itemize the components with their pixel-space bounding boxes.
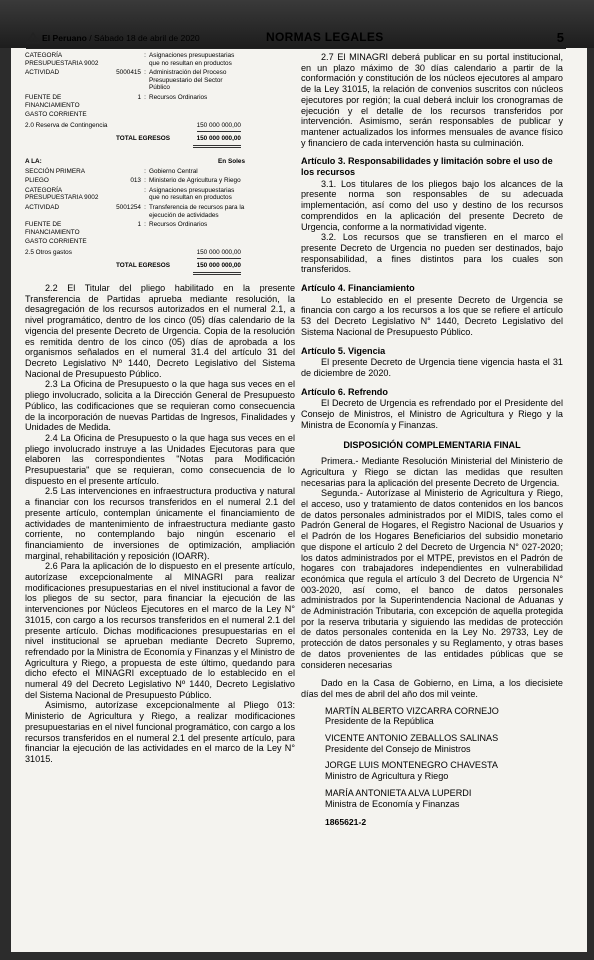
table-row	[25, 177, 295, 185]
budget-table-to	[25, 158, 295, 275]
signature-block	[325, 733, 563, 754]
table-row	[25, 69, 295, 92]
paper-name: El Peruano	[42, 33, 87, 43]
total-amount: 150 000 000,00	[196, 135, 241, 143]
article-6-text: El Decreto de Urgencia es refrendado por el Presidente del Consejo de Ministros, el Ministro de Agricultura y Riego y la Ministra de Economía y Finanzas.	[301, 398, 563, 430]
article-3-title: Artículo 3. Responsabilidades y limitación sobre el uso de los recursos	[301, 156, 553, 178]
row-code: 1	[137, 221, 141, 229]
row-description: Administración del Proceso Presupuestario del Sector Público	[149, 69, 227, 92]
table-heading: A LA:	[25, 157, 42, 165]
budget-table-from	[25, 52, 295, 148]
dado-text: Dado en la Casa de Gobierno, en Lima, a los diecisiete días del mes de abril del año dos mil veinte.	[301, 678, 563, 699]
amount-rule	[197, 258, 241, 259]
row-code	[107, 52, 141, 67]
item-row	[25, 122, 295, 130]
row-label: GASTO CORRIENTE	[25, 238, 87, 246]
article-5-text: El presente Decreto de Urgencia tiene vigencia hasta el 31 de diciembre de 2020.	[301, 357, 563, 378]
issue-date: / Sábado 18 de abril de 2020	[89, 33, 200, 43]
row-colon: :	[144, 221, 146, 229]
row-code	[107, 111, 141, 119]
row-colon: :	[144, 167, 146, 175]
header-paper-date	[42, 33, 200, 43]
section-title: NORMAS LEGALES	[266, 30, 384, 44]
row-label: CATEGORÍA PRESUPUESTARIA 9002	[25, 186, 99, 202]
left-paragraph: 2.5 Las intervenciones en infraestructura productiva y natural a financiar con los recursos transferidos en el numeral 2.1 del presente artículo, contemplan únicamente el financiamiento de actividades de mantenimiento de infraestructura mediante gasto corriente, no contemplando bajo ningún escenario el financiamiento de inversiones de optimización, ampliación marginal, rehabilitación y reposición (IOARR).	[25, 486, 295, 561]
article-4-text: Lo establecido en el presente Decreto de Urgencia se financia con cargo a los recursos a los que se refiere el artículo 53 del Decreto Legislativo N° 1440, Decreto Legislativo del Sistema Nacional de Presupuesto Público.	[301, 294, 563, 337]
row-colon: :	[144, 52, 146, 59]
item-row	[25, 249, 295, 257]
left-paragraph: 2.2 El Titular del pliego habilitado en la presente Transferencia de Partidas aprueba mediante resolución, la desagregación de los recursos autorizados en el numeral 2.1, a nivel programático, dentro de los cinco (05) días calendario de la vigencia del presente Decreto de Urgencia. Copia de la resolución es remitida dentro de los cinco (05) días de aprobada a los organismos señalados en el numeral 31.4 del artículo 31 del Decreto Legislativo Nº 1440, Decreto Legislativo del Sistema Nacional de Presupuesto Público.	[25, 283, 295, 379]
row-colon	[141, 238, 149, 246]
table-row	[25, 111, 295, 119]
row-code	[107, 168, 141, 176]
signer-role: Ministro de Agricultura y Riego	[325, 771, 449, 782]
signature-block	[325, 706, 563, 727]
row-label: PLIEGO	[25, 177, 49, 185]
left-body	[25, 283, 295, 765]
article-4-title: Artículo 4. Financiamiento	[301, 283, 415, 294]
row-description: Gobierno Central	[149, 167, 198, 175]
row-colon: :	[144, 93, 146, 101]
row-label: GASTO CORRIENTE	[25, 111, 87, 119]
row-colon: :	[144, 69, 146, 77]
row-label: ACTIVIDAD	[25, 69, 60, 77]
paragraph-3-2: 3.2. Los recursos que se transfieren en el marco el presente Decreto de Urgencia no pueden ser destinados, bajo responsabilidad, a fines distintos para los cuales son transferidos.	[301, 232, 563, 275]
row-label: CATEGORÍA PRESUPUESTARIA 9002	[25, 52, 99, 67]
row-colon	[141, 111, 149, 119]
right-column	[301, 52, 563, 828]
signature-block	[325, 788, 563, 809]
signature-list	[301, 706, 563, 810]
total-row	[25, 262, 295, 270]
signer-name: MARÍA ANTONIETA ALVA LUPERDI	[325, 787, 472, 798]
signer-name: VICENTE ANTONIO ZEBALLOS SALINAS	[325, 733, 499, 744]
page-header	[26, 30, 566, 49]
total-row	[25, 135, 295, 143]
row-code	[107, 187, 141, 202]
row-colon: :	[144, 186, 146, 194]
row-label: FUENTE DE FINANCIAMIENTO	[25, 93, 80, 109]
row-description: Recursos Ordinarios	[149, 221, 208, 229]
left-paragraph: 2.3 La Oficina de Presupuesto o la que haga sus veces en el pliego involucrado, solicita a la Dirección General de Presupuesto Público, las codificaciones que se requieran como consecuencia de la incorporación de nuevas Partidas de Ingresos, Finalidades y Unidades de Medida.	[25, 379, 295, 433]
table-unit: En Soles	[218, 157, 245, 165]
provision-segunda: Segunda.- Autorízase al Ministerio de Agricultura y Riego, el acceso, uso y tratamiento de datos contenidos en los bancos de datos personales administrados por el MIDIS, tales como el Padrón General de Hogares, el Registro Nacional de Usuarios y el Padrón de los Hogares Beneficiarios del subsidio monetario que dispone el artículo 2 del Decreto de Urgencia N° 027-2020; los datos administrados por el MTPE, previstos en el Padrón de hogares con trabajadores independientes en vulnerabilidad económica que regula el artículo 3 del Decreto de Urgencia N° 003-2020, así como, el banco de datos personales administrados por la Superintendencia Nacional de Aduanas y de Administración Tributaria, con excepción de aquella protegida por la reserva tributaria y siguiendo las medidas de protección de datos personales contenida en la Ley No. 29733, Ley de protección de datos personales y su Reglamento, y otras bases de datos provenientes de las entidades públicas que se consideren necesarias	[301, 488, 563, 670]
row-label: ACTIVIDAD	[25, 203, 60, 211]
left-paragraph: 2.4 La Oficina de Presupuesto o la que haga sus veces en el pliego involucrado instruye a las Unidades Ejecutoras para que elaboren las correspondientes "Notas para Modificación Presupuestaria" que se requieran, como consecuencia de lo dispuesto en el presente artículo.	[25, 432, 295, 486]
table-row	[25, 238, 295, 246]
row-description: Transferencia de recursos para la ejecución de actividades	[149, 203, 245, 219]
row-code: 5000415	[116, 69, 141, 77]
row-description: Asignaciones presupuestarias que no resultan en productos	[149, 186, 235, 202]
signer-role: Presidente de la República	[325, 716, 434, 727]
provision-primera: Primera.- Mediante Resolución Ministerial del Ministerio de Agricultura y Riego se dictan las medidas que resulten necesarias para la aplicación del presente Decreto de Urgencia.	[301, 456, 563, 488]
row-description: Asignaciones presupuestarias que no resultan en productos	[149, 52, 235, 67]
row-code	[107, 238, 141, 246]
left-paragraph: Asimismo, autorízase excepcionalmente al Pliego 013: Ministerio de Agricultura y Riego, a realizar modificaciones presupuestarias en el nivel funcional programático, con cargo a los recursos transferidos en el numeral 2.1 del presente artículo, para financiar la ejecución de las actividades en el marco de la Ley N° 31015.	[25, 700, 295, 764]
item-label: 2.5 Otros gastos	[25, 248, 72, 256]
item-label: 2.0 Reserva de Contingencia	[25, 121, 108, 129]
total-label: TOTAL EGRESOS	[116, 135, 170, 143]
row-label: SECCIÓN PRIMERA	[25, 167, 86, 175]
row-code: 1	[137, 93, 141, 101]
paragraph-2-7: 2.7 El MINAGRI deberá publicar en su portal institucional, en un plazo máximo de 30 días calendario a partir de la conformación y constitución de los núcleos ejecutores al amparo de la Ley 31015, la relación de convenios suscritos con núcleos ejecutores por región; la cual deberá incluir los cronogramas de ejecución y el detalle de los recursos transferidos por intervención. Asimismo, serán responsables de publicar y mantener actualizados los informes mensuales de avance físico y financiero de cada intervención hasta su culminación.	[301, 52, 563, 148]
publication-code: 1865621-2	[325, 817, 367, 828]
signer-name: MARTÍN ALBERTO VIZCARRA CORNEJO	[325, 705, 499, 716]
table-heading-row	[25, 158, 295, 166]
row-colon: :	[144, 177, 146, 185]
row-code: 5001254	[116, 203, 141, 211]
row-description: Recursos Ordinarios	[149, 93, 208, 101]
left-column	[25, 52, 295, 765]
item-amount: 150 000 000,00	[196, 248, 241, 256]
table-row	[25, 187, 295, 202]
left-paragraph: 2.6 Para la aplicación de lo dispuesto en el presente artículo, autorízase excepcionalmente al MINAGRI para realizar modificaciones presupuestarias en el nivel institucional a favor de los pliegos de su sector, para financiar la ejecución de las intervenciones por Núcleos Ejecutores en el marco de la Ley N° 31015, con cargo a los recursos transferidos en el numeral 2.1 del presente artículo. Dichas modificaciones presupuestarias en el nivel institucional se aprueban mediante Decreto Supremo, refrendado por la Ministra de Economía y Finanzas y el Ministro de Agricultura y Riego, a propuesta de este último, quedando para dicho efecto el MINAGRI exceptuado de lo establecido en el numeral 49 del Decreto Legislativo Nº 1440, Decreto Legislativo del Sistema Nacional de Presupuesto Público.	[25, 561, 295, 700]
row-description: Ministerio de Agricultura y Riego	[149, 177, 241, 185]
signer-role: Ministra de Economía y Finanzas	[325, 798, 460, 809]
table-row	[25, 168, 295, 176]
amount-rule	[197, 131, 241, 132]
signer-role: Presidente del Consejo de Ministros	[325, 743, 471, 754]
row-description	[149, 111, 245, 119]
page-number: 5	[556, 30, 564, 45]
total-amount: 150 000 000,00	[196, 262, 241, 270]
total-double-rule	[193, 272, 241, 275]
article-6-title: Artículo 6. Refrendo	[301, 386, 388, 397]
table-row	[25, 52, 295, 67]
item-amount: 150 000 000,00	[196, 121, 241, 129]
signer-name: JORGE LUIS MONTENEGRO CHAVESTA	[325, 760, 498, 771]
table-row	[25, 204, 295, 219]
row-label: FUENTE DE FINANCIAMIENTO	[25, 221, 80, 236]
total-label: TOTAL EGRESOS	[116, 262, 170, 270]
article-5-title: Artículo 5. Vigencia	[301, 345, 386, 356]
row-colon: :	[144, 203, 146, 211]
total-double-rule	[193, 145, 241, 148]
row-code: 013	[130, 177, 141, 185]
el-peruano-logo-icon	[26, 32, 40, 44]
final-provision-title: DISPOSICIÓN COMPLEMENTARIA FINAL	[343, 439, 521, 450]
paragraph-3-1: 3.1. Los titulares de los pliegos bajo los alcances de la presente norma son responsables de su adecuada implementación, así como del uso y destino de los recursos comprendidos en la aplicación del presente Decreto de Urgencia, conforme a la normatividad vigente.	[301, 178, 563, 232]
table-row	[25, 221, 295, 236]
table-row	[25, 94, 295, 109]
row-description	[149, 238, 245, 246]
signature-block	[325, 760, 563, 781]
